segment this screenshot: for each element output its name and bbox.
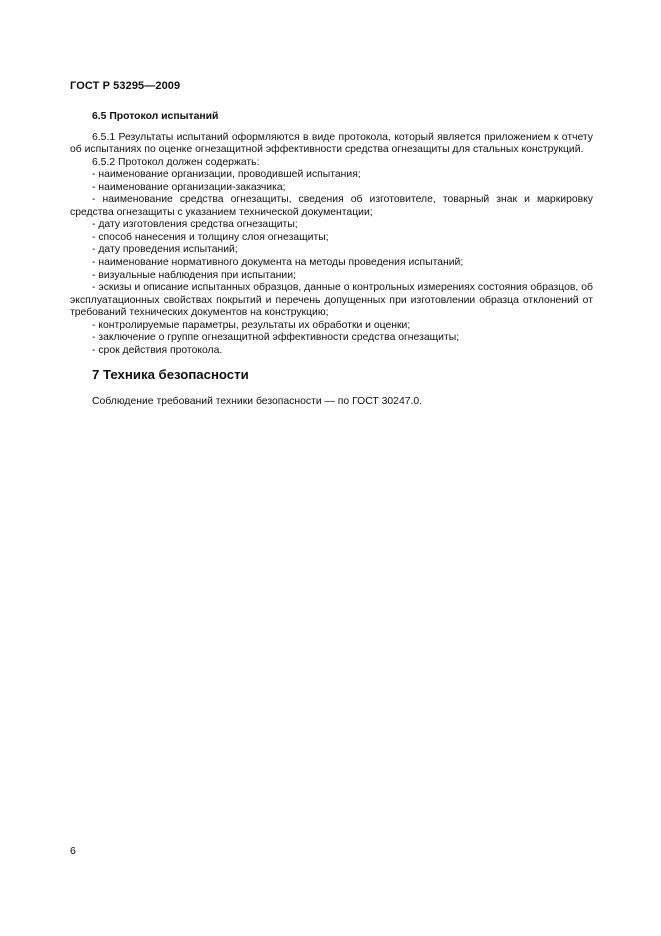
list-item: - наименование организации, проводившей испытания; [92,169,361,181]
section-7-title: 7 Техника безопасности [92,367,249,383]
paragraph-6-5-1: 6.5.1 Результаты испытаний оформляются в виде протокола, который является приложением к отчету об испытаниях по оценке огнезащитной эффективности средства огнезащиты для стальных конструкций. [70,131,593,156]
list-item: - визуальные наблюдения при испытании; [92,269,296,281]
page-number: 6 [70,845,76,857]
list-item: - наименование организации-заказчика; [92,181,286,193]
list-item: - заключение о группе огнезащитной эффективности средства огнезащиты; [92,332,460,344]
list-item: - контролируемые параметры, результаты их обработки и оценки; [92,319,411,331]
paragraph-6-5-2: 6.5.2 Протокол должен содержать: [92,156,260,168]
list-item: - наименование нормативного документа на методы проведения испытаний; [92,257,464,269]
page-content [70,111,593,408]
list-item: - срок действия протокола. [92,344,223,356]
section-6-5-title: 6.5 Протокол испытаний [92,111,219,122]
list-item: - дату изготовления средства огнезащиты; [92,219,298,231]
list-item: - способ нанесения и толщину слоя огнезащиты; [92,231,329,243]
document-header: ГОСТ Р 53295—2009 [70,80,181,92]
list-item: - эскизы и описание испытанных образцов, данные о контрольных измерениях состояния образцов, об эксплуатационных свойствах покрытий и перечень допущенных при изготовлении образца отклонений от требований технических документов на конструкцию; [70,282,593,319]
list-item: - наименование средства огнезащиты, сведения об изготовителе, товарный знак и маркировку средства огнезащиты с указанием технической документации; [70,194,593,218]
list-item: - дату проведения испытаний; [92,244,238,256]
section-7-text: Соблюдение требований техники безопасности — по ГОСТ 30247.0. [92,395,423,407]
